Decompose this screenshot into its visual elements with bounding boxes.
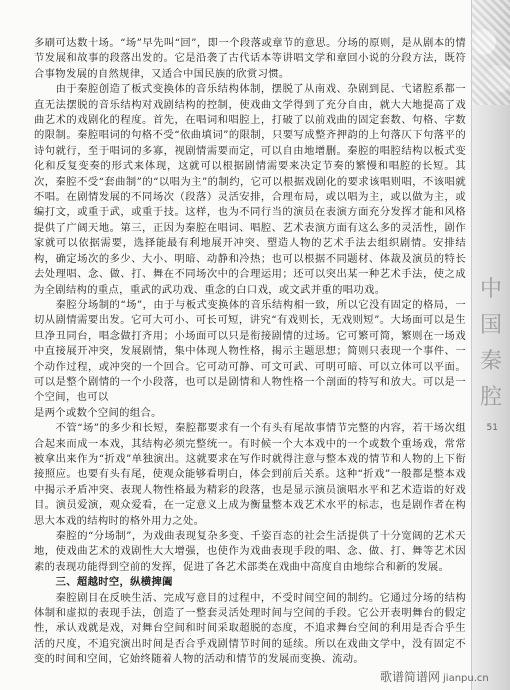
paragraph: 是两个或数个空间的组合。 <box>34 406 162 419</box>
paragraph: 多刷可达数十场。“场”早先叫“回”，即一个段落或章节的意思。分场的原则，是从剧本的情节发展和故事的段落出发的。它是沿袭了古代话本等讲唱文学和章回小说的分段方法，既符合事物发展的自然规律，又适合中国民族的欣赏习惯。 <box>34 37 466 80</box>
vertical-book-title <box>477 272 505 416</box>
title-char: 中 <box>479 277 502 302</box>
paragraph: 秦腔分场制的“场”，由于与板式变换体的音乐结构相一致，所以它没有固定的格局，一切从剧情需要出发。它可大可小、可长可短，讲究“有戏则长，无戏则短”。大场面可以是生旦净丑同台，唱念做打齐用；小场面可以只是衔接剧情的过场。它可繁可简，繁则在一场戏中直接展开冲突，发展剧情，集中体现人物性格，揭示主题思想；简则只表现一个事件、一个动作过程，或冲突的一个回合。它可动可静、可文可武、可明可暗、可以立体可以平面。可以是整个剧情的一个小段落，也可以是剧情和人物性格一个剖面的特写和放大。可以是一个空间，也可以 <box>34 298 466 404</box>
watermark-name: 歌谱简谱网 <box>380 670 441 684</box>
page-body <box>34 36 466 668</box>
paragraph: 秦腔的“分场制”，为戏曲表现复杂多变、千姿百态的社会生活提供了十分宽阔的艺术天地，使戏曲艺术的戏剧性大大增强，也使作为戏曲表现手段的唱、念、做、打、舞等艺术因素的表现功能得到空前的发挥，促进了各艺术部类在戏曲中高度自由地综合和新的发展。 <box>34 530 466 573</box>
watermark-url: jianpu.cn <box>443 673 489 684</box>
paragraph: 秦腔剧目在反映生活、完成写意目的过程中，不受时间空间的制约。它通过分场的结构体制和虚拟的表现手法，创造了一整套灵活处理时间与空间的手段。它公开表明舞台的假定性，承认戏就是戏，对舞台空间和时间采取超脱的态度，不追求舞台空间的利用是否合乎生活的尺度，不追究演出时间是否合乎戏剧情节时间的延续。所以在戏曲文学中，没有固定不变的时间和空间，它始终随着人物的活动和情节的发展而变换、流动。 <box>34 591 466 666</box>
paragraph: 不管“场”的多少和长短，秦腔都要求有一个有头有尾故事情节完整的内容，若干场次组合起来而成一本戏，其结构必须完整统一。有时候一个大本戏中的一个或数个重场戏，常常被拿出来作为“折戏”单独演出。这就要求在写作时就得注意与整本戏的情节和人物的上下衔接照应。也要有头有尾，使观众能够看明白，体会到前后关系。这种“折戏”一般都是整本戏中揭示矛盾冲突、表现人物性格最为精彩的段落，也是显示演员演唱水平和艺术造诣的好戏目。演员爱演，观众爱看，在一定意义上成为衡量整本戏艺术水平的标志，也是剧作者在构思大本戏的结构时的格外用力之处。 <box>34 422 466 527</box>
section-heading: 三、超越时空，纵横捭阖 <box>55 576 173 589</box>
paragraph: 由于秦腔创造了板式变换体的音乐结构体制，摆脱了从南戏、杂剧到昆、弋诸腔系都一直无法摆脱的音乐结构对戏剧结构的控制，使戏曲文学得到了充分自由，就大大地提高了戏曲艺术的戏剧化的程度。首先，在唱词和唱腔上，打破了以前戏曲的固定套数、句格、字数的限制。秦腔唱词的句格不受“依曲填词”的限制，只要写成整齐押韵的上句落仄下句落平的诗句就行，至于唱词的多寡，视剧情需要而定，可以自由地增删。秦腔的唱腔结构以板式变化和反复变奏的形式来体现，这就可以根据剧情需要来决定节奏的繁慢和唱腔的长短。其次，秦腔不受“套曲制”的“以唱为主”的制约，它可以根据戏剧化的要求该唱则唱，不该唱就不唱。在剧情发展的不同场次（段落）灵活安排，合理布局，或以唱为主，或以做为主，或编打文，或重于武，或重于技。这样，也为不同行当的演员在表演方面充分发挥才能和风格提供了广阔天地。第三，正因为秦腔在唱词、唱腔、艺术表演方面有这么多的灵活性，剧作家就可以依据需要，选择能最有利地展开冲突、塑造人物的艺术手法去组织剧情。安排结构，确定场次的多少、大小、明暗、动静和冷热；也可以根据不同题材、体裁及演员的特长去处理唱、念、做、打、舞在不同场次中的合理运用；还可以突出某一种艺术手法，使之成为全剧结构的重点，重武的武功戏、重念的白口戏，或文武并重的唱功戏。 <box>34 83 466 296</box>
title-char: 国 <box>479 313 502 338</box>
decorative-pattern <box>472 0 510 105</box>
title-char: 腔 <box>479 385 502 410</box>
page-number: 51 <box>486 423 498 433</box>
title-char: 秦 <box>479 349 502 374</box>
watermark <box>380 668 489 685</box>
